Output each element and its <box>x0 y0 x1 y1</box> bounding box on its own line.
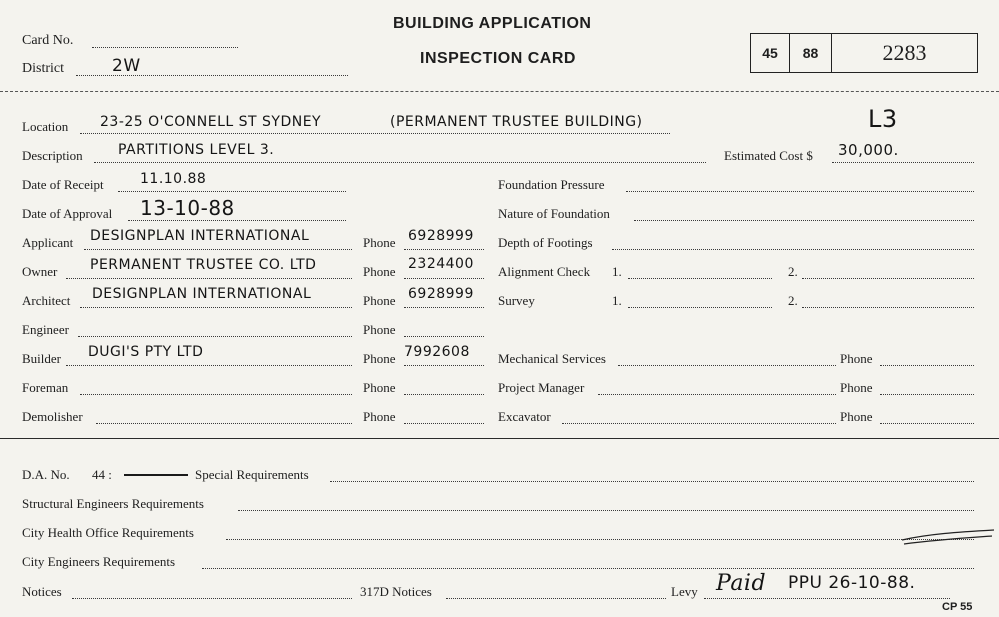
engineer-label: Engineer <box>22 322 69 337</box>
scribble-mark <box>898 526 998 548</box>
nature-foundation-label: Nature of Foundation <box>498 206 610 221</box>
card-number-box <box>750 33 978 73</box>
alignment-num1: 1. <box>612 264 622 279</box>
architect-phone-label: Phone <box>363 293 396 308</box>
district-value: 2W <box>112 56 141 76</box>
location-label: Location <box>22 119 69 134</box>
applicant-label: Applicant <box>22 235 74 250</box>
demolisher-phone-label: Phone <box>363 409 396 424</box>
mechanical-label: Mechanical Services <box>498 351 606 366</box>
levy-value: Paid <box>716 571 767 596</box>
builder-value: DUGI'S PTY LTD <box>88 344 204 360</box>
section-divider <box>0 438 999 439</box>
survey-num1: 1. <box>612 293 622 308</box>
engineer-phone-label: Phone <box>363 322 396 337</box>
owner-phone-label: Phone <box>363 264 396 279</box>
card-no-label: Card No. <box>22 33 74 48</box>
location-note: (PERMANENT TRUSTEE BUILDING) <box>390 114 643 130</box>
da-value: 44 : <box>92 467 112 482</box>
mechanical-phone-label: Phone <box>840 351 873 366</box>
levy-note: PPU 26-10-88. <box>788 573 916 593</box>
applicant-phone-label: Phone <box>363 235 396 250</box>
da-dash <box>124 474 188 476</box>
depth-footings-label: Depth of Footings <box>498 235 593 250</box>
alignment-label: Alignment Check <box>498 264 591 279</box>
receipt-label: Date of Receipt <box>22 177 104 192</box>
box-col2: 88 <box>802 45 819 61</box>
applicant-phone: 6928999 <box>408 228 474 244</box>
demolisher-label: Demolisher <box>22 409 83 424</box>
builder-label: Builder <box>22 351 61 366</box>
owner-label: Owner <box>22 264 58 279</box>
owner-value: PERMANENT TRUSTEE CO. LTD <box>90 257 317 273</box>
health-label: City Health Office Requirements <box>22 525 194 540</box>
architect-value: DESIGNPLAN INTERNATIONAL <box>92 286 312 302</box>
estimated-cost-value: 30,000. <box>838 141 899 159</box>
level-code: L3 <box>868 105 898 133</box>
builder-phone-label: Phone <box>363 351 396 366</box>
district-label: District <box>22 61 64 76</box>
approval-value: 13-10-88 <box>140 196 235 220</box>
alignment-num2: 2. <box>788 264 798 279</box>
foreman-label: Foreman <box>22 380 69 395</box>
excavator-phone-label: Phone <box>840 409 873 424</box>
architect-phone: 6928999 <box>408 286 474 302</box>
survey-label: Survey <box>498 293 535 308</box>
project-manager-phone-label: Phone <box>840 380 873 395</box>
excavator-label: Excavator <box>498 409 551 424</box>
builder-phone: 7992608 <box>404 344 470 360</box>
description-value: PARTITIONS LEVEL 3. <box>118 142 275 158</box>
approval-label: Date of Approval <box>22 206 113 221</box>
survey-num2: 2. <box>788 293 798 308</box>
header-divider <box>0 91 999 92</box>
da-label: D.A. No. <box>22 467 70 482</box>
structural-label: Structural Engineers Requirements <box>22 496 204 511</box>
title-line1: BUILDING APPLICATION <box>393 15 592 32</box>
levy-label: Levy <box>671 584 698 599</box>
form-code: CP 55 <box>942 601 973 613</box>
estimated-cost-label: Estimated Cost $ <box>724 148 813 163</box>
owner-phone: 2324400 <box>408 256 474 272</box>
special-requirements-label: Special Requirements <box>195 467 309 482</box>
architect-label: Architect <box>22 293 71 308</box>
location-value: 23-25 O'CONNELL ST SYDNEY <box>100 114 322 130</box>
foreman-phone-label: Phone <box>363 380 396 395</box>
notices-317d-label: 317D Notices <box>360 584 432 599</box>
receipt-value: 11.10.88 <box>140 171 207 187</box>
foundation-pressure-label: Foundation Pressure <box>498 177 605 192</box>
description-label: Description <box>22 148 83 163</box>
city-engineers-label: City Engineers Requirements <box>22 554 176 569</box>
project-manager-label: Project Manager <box>498 380 585 395</box>
title-line2: INSPECTION CARD <box>420 50 576 67</box>
box-col1: 45 <box>762 45 778 61</box>
card-no-line <box>92 47 238 48</box>
box-number: 2283 <box>882 40 927 65</box>
applicant-value: DESIGNPLAN INTERNATIONAL <box>90 228 310 244</box>
notices-label: Notices <box>22 584 62 599</box>
